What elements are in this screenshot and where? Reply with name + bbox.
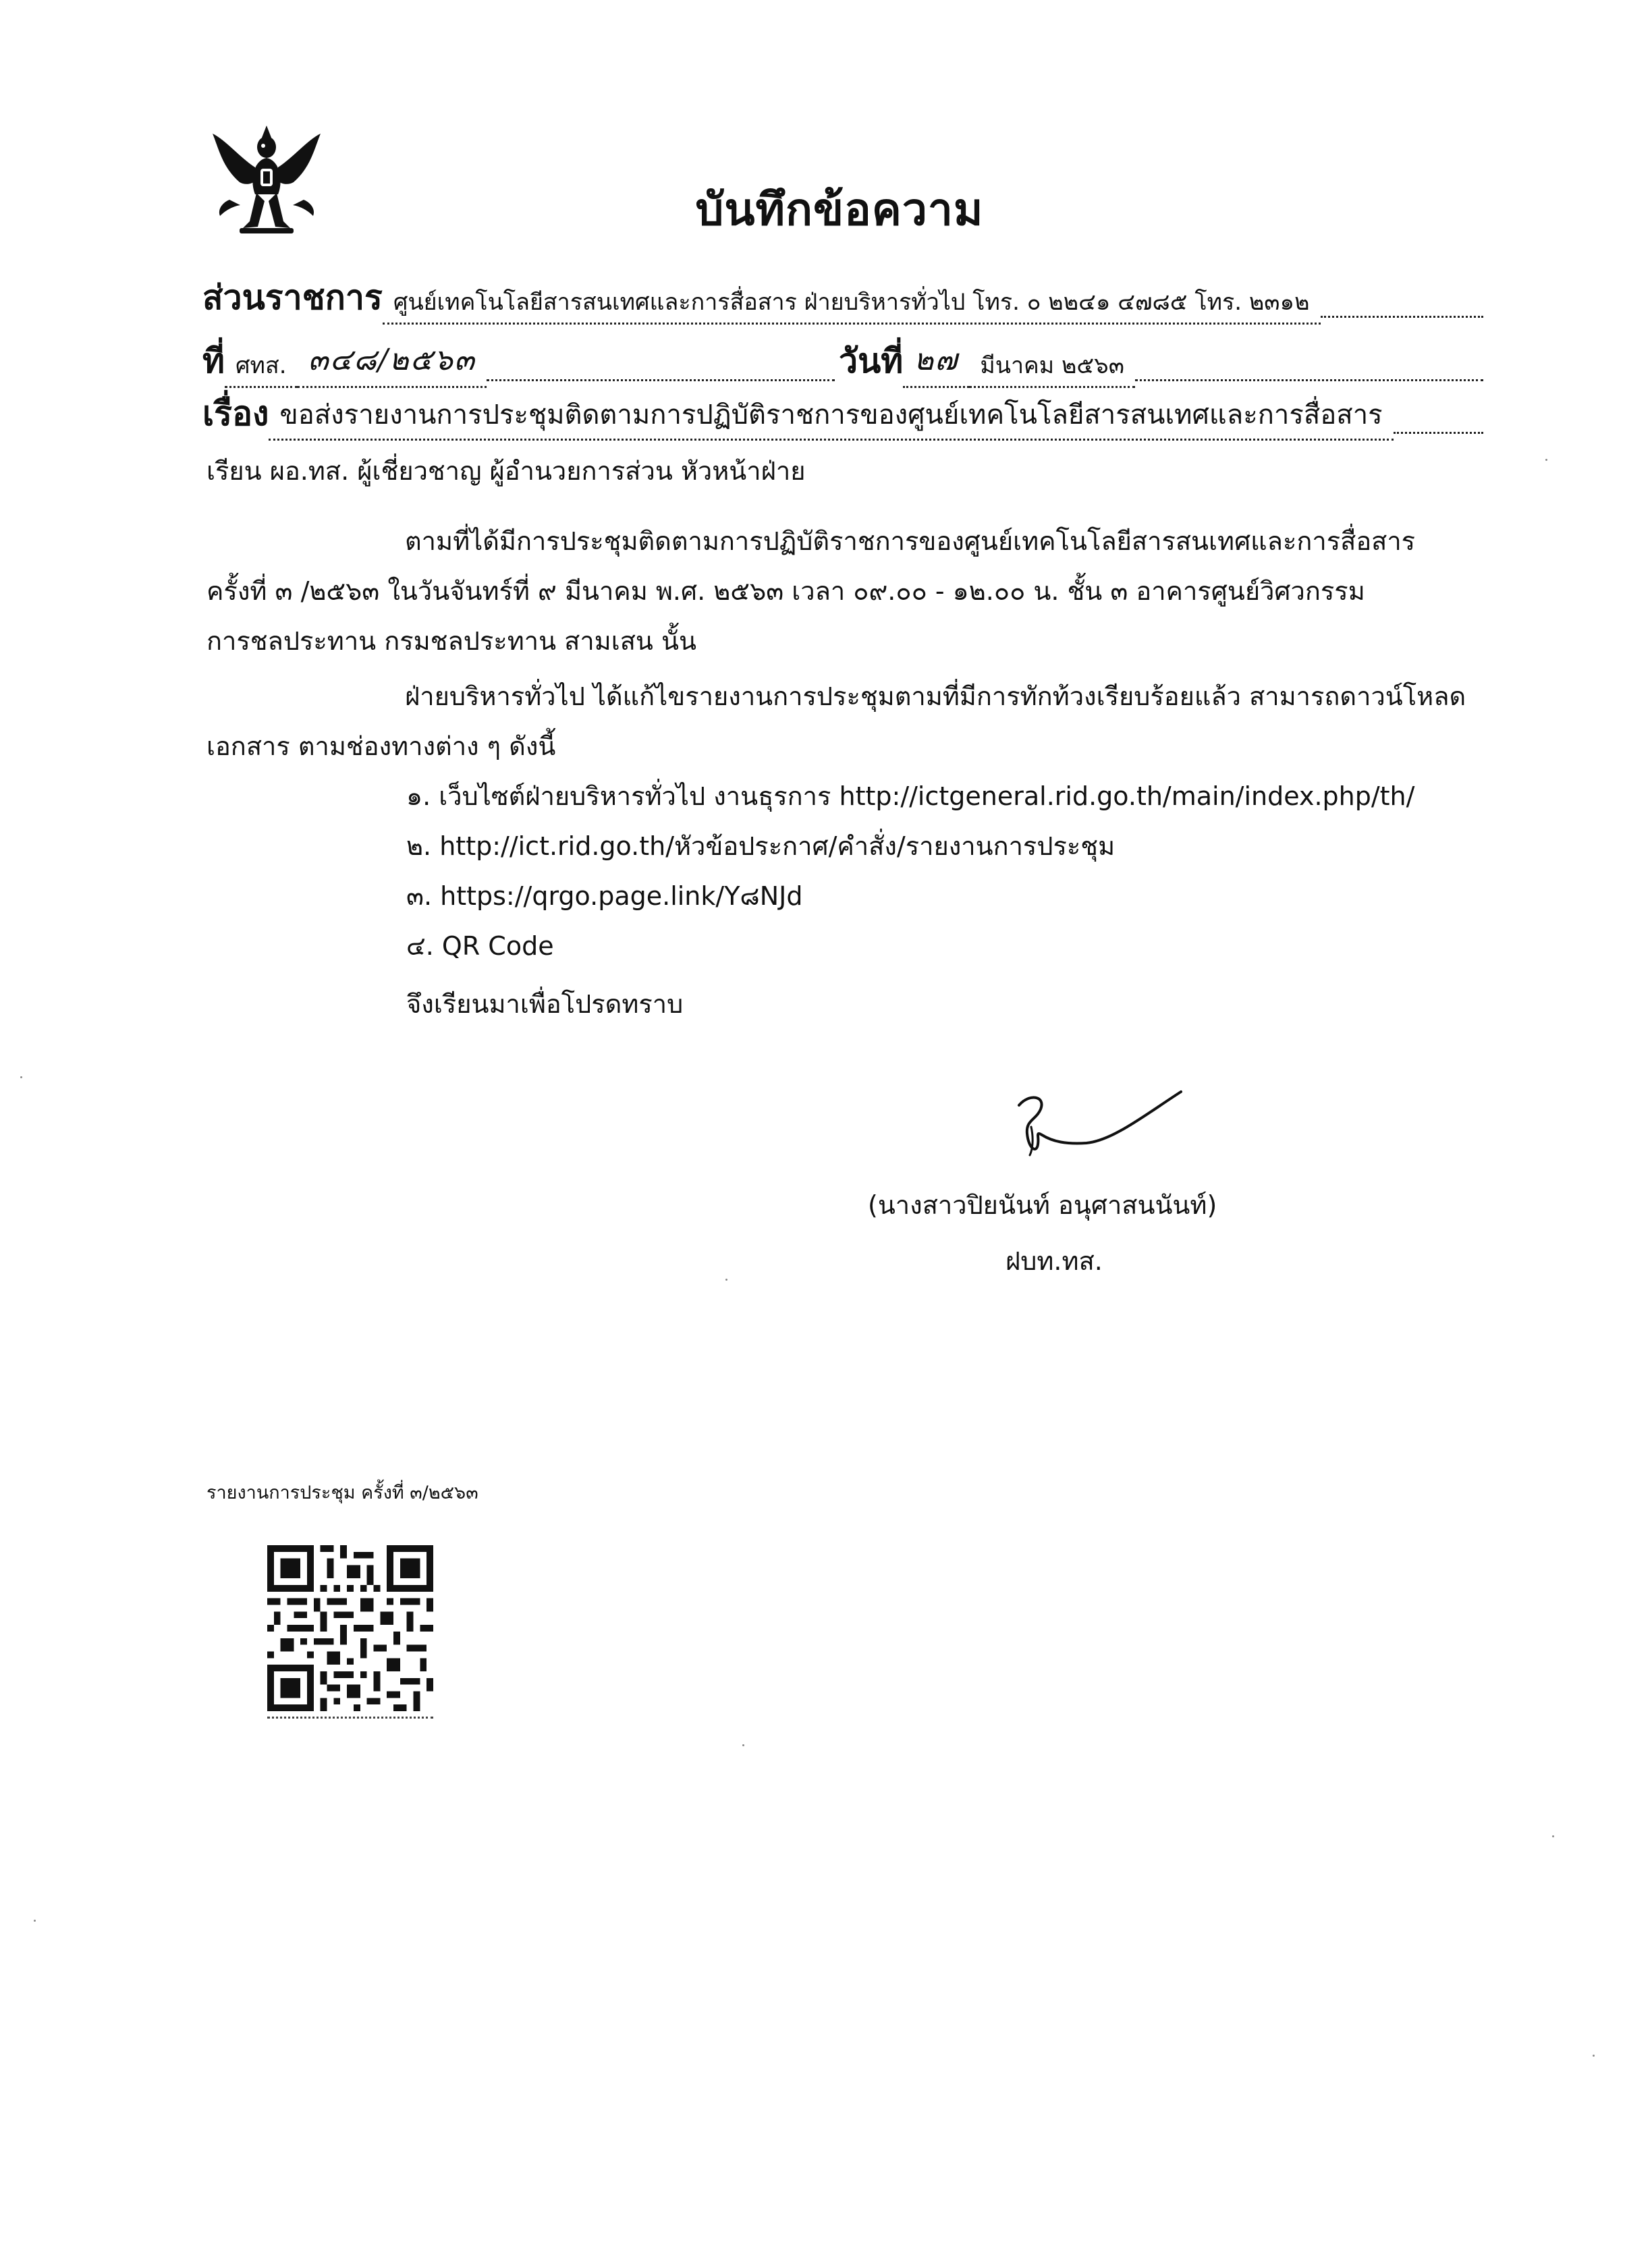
paragraph1-line3: การชลประทาน กรมชลประทาน สามเสน นั้น — [206, 626, 696, 656]
dotted-line — [487, 379, 835, 381]
scan-speck — [20, 1076, 22, 1078]
reference-number-handwritten: ๓๔๘/๒๕๖๓ — [298, 336, 487, 388]
reference-label: ที่ — [202, 341, 225, 381]
department-value: ศูนย์เทคโนโลยีสารสนเทศและการสื่อสาร ฝ่ายบริหารทั่วไป โทร. ๐ ๒๒๔๑ ๔๗๘๕ โทร. ๒๓๑๒ — [383, 283, 1321, 325]
paragraph1-line2: ครั้งที่ ๓ /๒๕๖๓ ในวันจันทร์ที่ ๙ มีนาคม พ.ศ. ๒๕๖๓ เวลา ๐๙.๐๐ - ๑๒.๐๐ น. ชั้น ๓ อาคารศูนย์วิศวกรรม — [206, 576, 1365, 606]
department-row — [202, 271, 1483, 325]
scan-speck — [1552, 1835, 1554, 1837]
list-item: ๒. http://ict.rid.go.th/หัวข้อประกาศ/คำสั่ง/รายงานการประชุม — [406, 831, 1116, 861]
reference-prefix: ศทส. — [225, 347, 298, 388]
department-label: ส่วนราชการ — [202, 278, 383, 317]
qr-dotted-underline — [267, 1717, 433, 1719]
date-day-handwritten: ๒๗ — [903, 336, 969, 388]
qr-code-icon — [267, 1545, 433, 1711]
scan-speck — [1545, 459, 1547, 461]
paragraph2-line1: ฝ่ายบริหารทั่วไป ได้แก้ไขรายงานการประชุมตามที่มีการทักท้วงเรียบร้อยแล้ว สามารถดาวน์โหลด — [405, 682, 1466, 711]
paragraph1-line1: ตามที่ได้มีการประชุมติดตามการปฏิบัติราชการของศูนย์เทคโนโลยีสารสนเทศและการสื่อสาร — [405, 526, 1416, 556]
list-item: ๔. QR Code — [406, 931, 554, 961]
scan-speck — [1593, 2055, 1595, 2057]
subject-value: ขอส่งรายงานการประชุมติดตามการปฏิบัติราชการของศูนย์เทคโนโลยีสารสนเทศและการสื่อสาร — [269, 393, 1393, 441]
list-item: ๑. เว็บไซต์ฝ่ายบริหารทั่วไป งานธุรการ http://ictgeneral.rid.go.th/main/index.php/th/ — [406, 781, 1415, 811]
footer-note: รายงานการประชุม ครั้งที่ ๓/๒๕๖๓ — [206, 1482, 478, 1503]
salutation: เรียน ผอ.ทส. ผู้เชี่ยวชาญ ผู้อำนวยการส่วน หัวหน้าฝ่าย — [206, 456, 806, 486]
scan-speck — [742, 1744, 744, 1746]
date-month-year: มีนาคม ๒๕๖๓ — [969, 347, 1135, 388]
paragraph2-line2: เอกสาร ตามช่องทางต่าง ๆ ดังนี้ — [206, 731, 556, 761]
dotted-line — [1135, 379, 1483, 381]
memo-title: บันทึกข้อความ — [695, 184, 984, 235]
closing-line: จึงเรียนมาเพื่อโปรดทราบ — [406, 989, 684, 1019]
handwritten-signature — [999, 1086, 1201, 1161]
reference-row — [202, 335, 1483, 388]
signatory-name: (นางสาวปิยนันท์ อนุศาสนนันท์) — [868, 1190, 1217, 1220]
subject-label: เรื่อง — [202, 394, 269, 433]
scan-speck — [34, 1920, 36, 1922]
scan-speck — [725, 1279, 727, 1281]
date-label: วันที่ — [839, 341, 904, 381]
dotted-line — [1321, 316, 1483, 318]
list-item: ๓. https://qrgo.page.link/Y๘NJd — [406, 881, 803, 911]
signatory-position: ฝบท.ทส. — [1006, 1246, 1103, 1276]
dotted-line — [1394, 432, 1483, 434]
subject-row — [202, 387, 1483, 441]
